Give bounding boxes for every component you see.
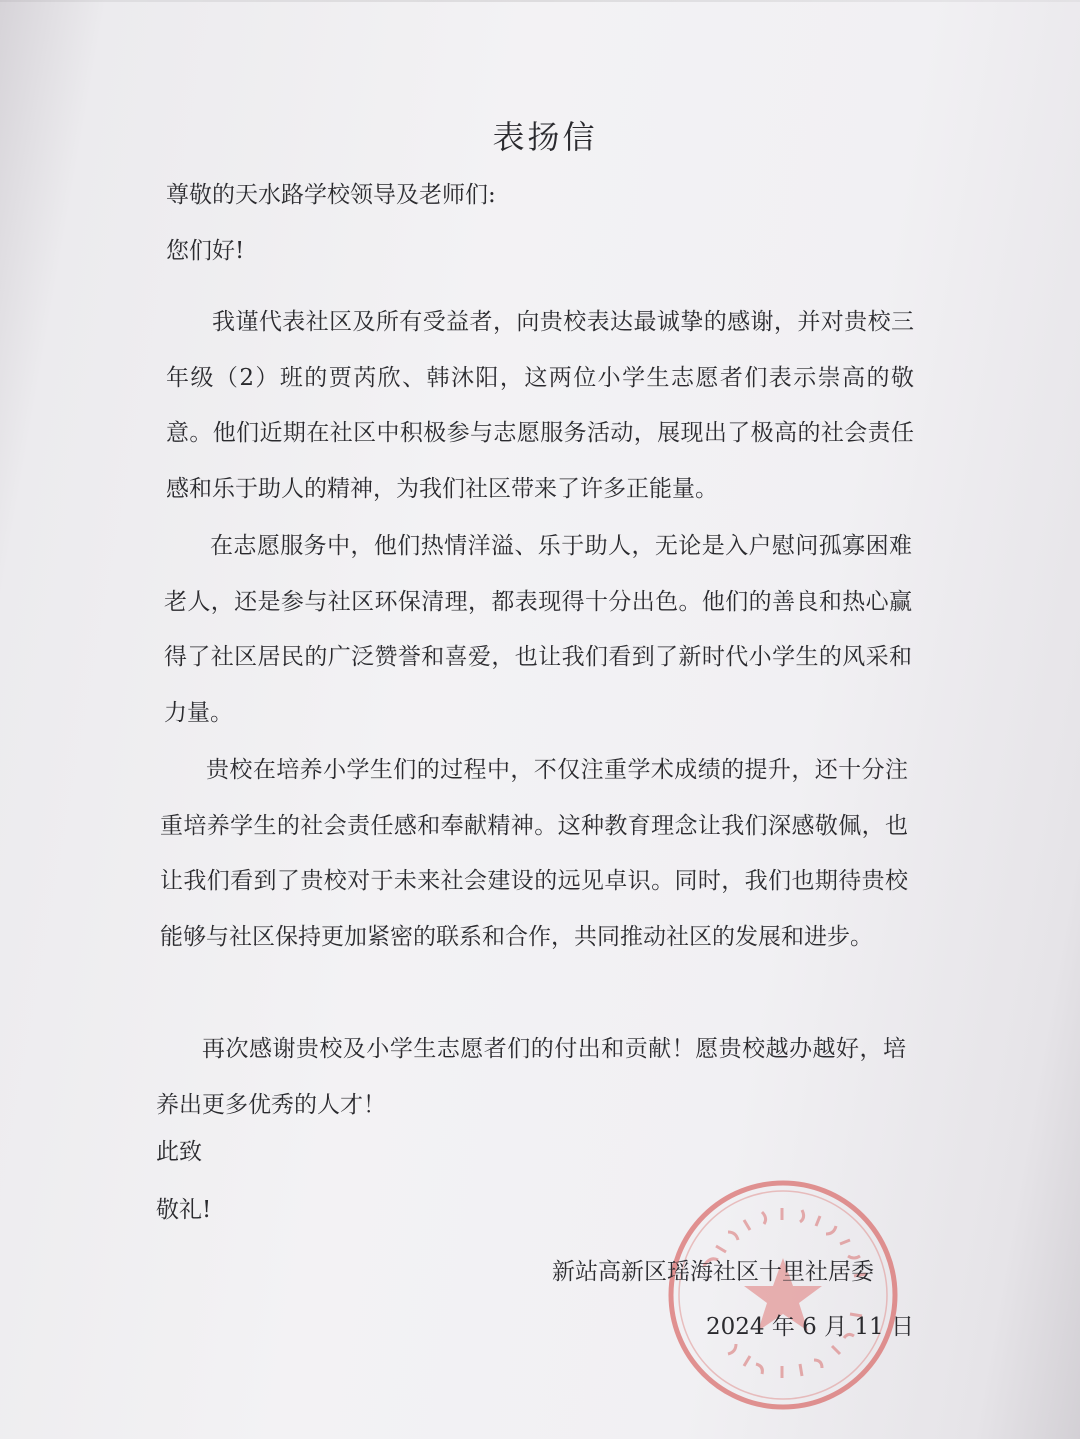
letter-paragraph: 我谨代表社区及所有受益者，向贵校表达最诚挚的感谢，并对贵校三年级（2）班的贾芮欣、韩沐阳，这两位小学生志愿者们表示崇高的敬意。他们近期在社区中积极参与志愿服务活动，展现出了极高的社会责任感和乐于助人的精神，为我们社区带来了许多正能量。: [166, 309, 914, 502]
letter-greeting: 您们好!: [166, 238, 245, 264]
letter-salutation: 尊敬的天水路学校领导及老师们:: [166, 182, 496, 208]
letter-paragraph: 在志愿服务中，他们热情洋溢、乐于助人，无论是入户慰问孤寡困难老人，还是参与社区环保清理，都表现得十分出色。他们的善良和热心赢得了社区居民的广泛赞誉和喜爱，也让我们看到了新时代小学生的风采和力量。: [164, 533, 912, 726]
official-seal-stamp: [664, 1176, 902, 1414]
letter-closing-line2: 敬礼!: [156, 1197, 212, 1223]
paper-fold-line: [0, 0, 1080, 2]
letter-closing-line1: 此致: [156, 1139, 202, 1165]
letter-paragraph: 再次感谢贵校及小学生志愿者们的付出和贡献！愿贵校越办越好，培养出更多优秀的人才！: [156, 1036, 906, 1118]
letter-signer: 新站高新区瑶海社区十里社居委: [552, 1259, 874, 1285]
letter-date: 2024 年 6 月 11 日: [706, 1314, 914, 1340]
letter-title: 表扬信: [492, 118, 598, 156]
letter-paragraph: 贵校在培养小学生们的过程中，不仅注重学术成绩的提升，还十分注重培养学生的社会责任感和奉献精神。这种教育理念让我们深感敬佩，也让我们看到了贵校对于未来社会建设的远见卓识。同时，我们也期待贵校能够与社区保持更加紧密的联系和合作，共同推动社区的发展和进步。: [160, 757, 908, 950]
